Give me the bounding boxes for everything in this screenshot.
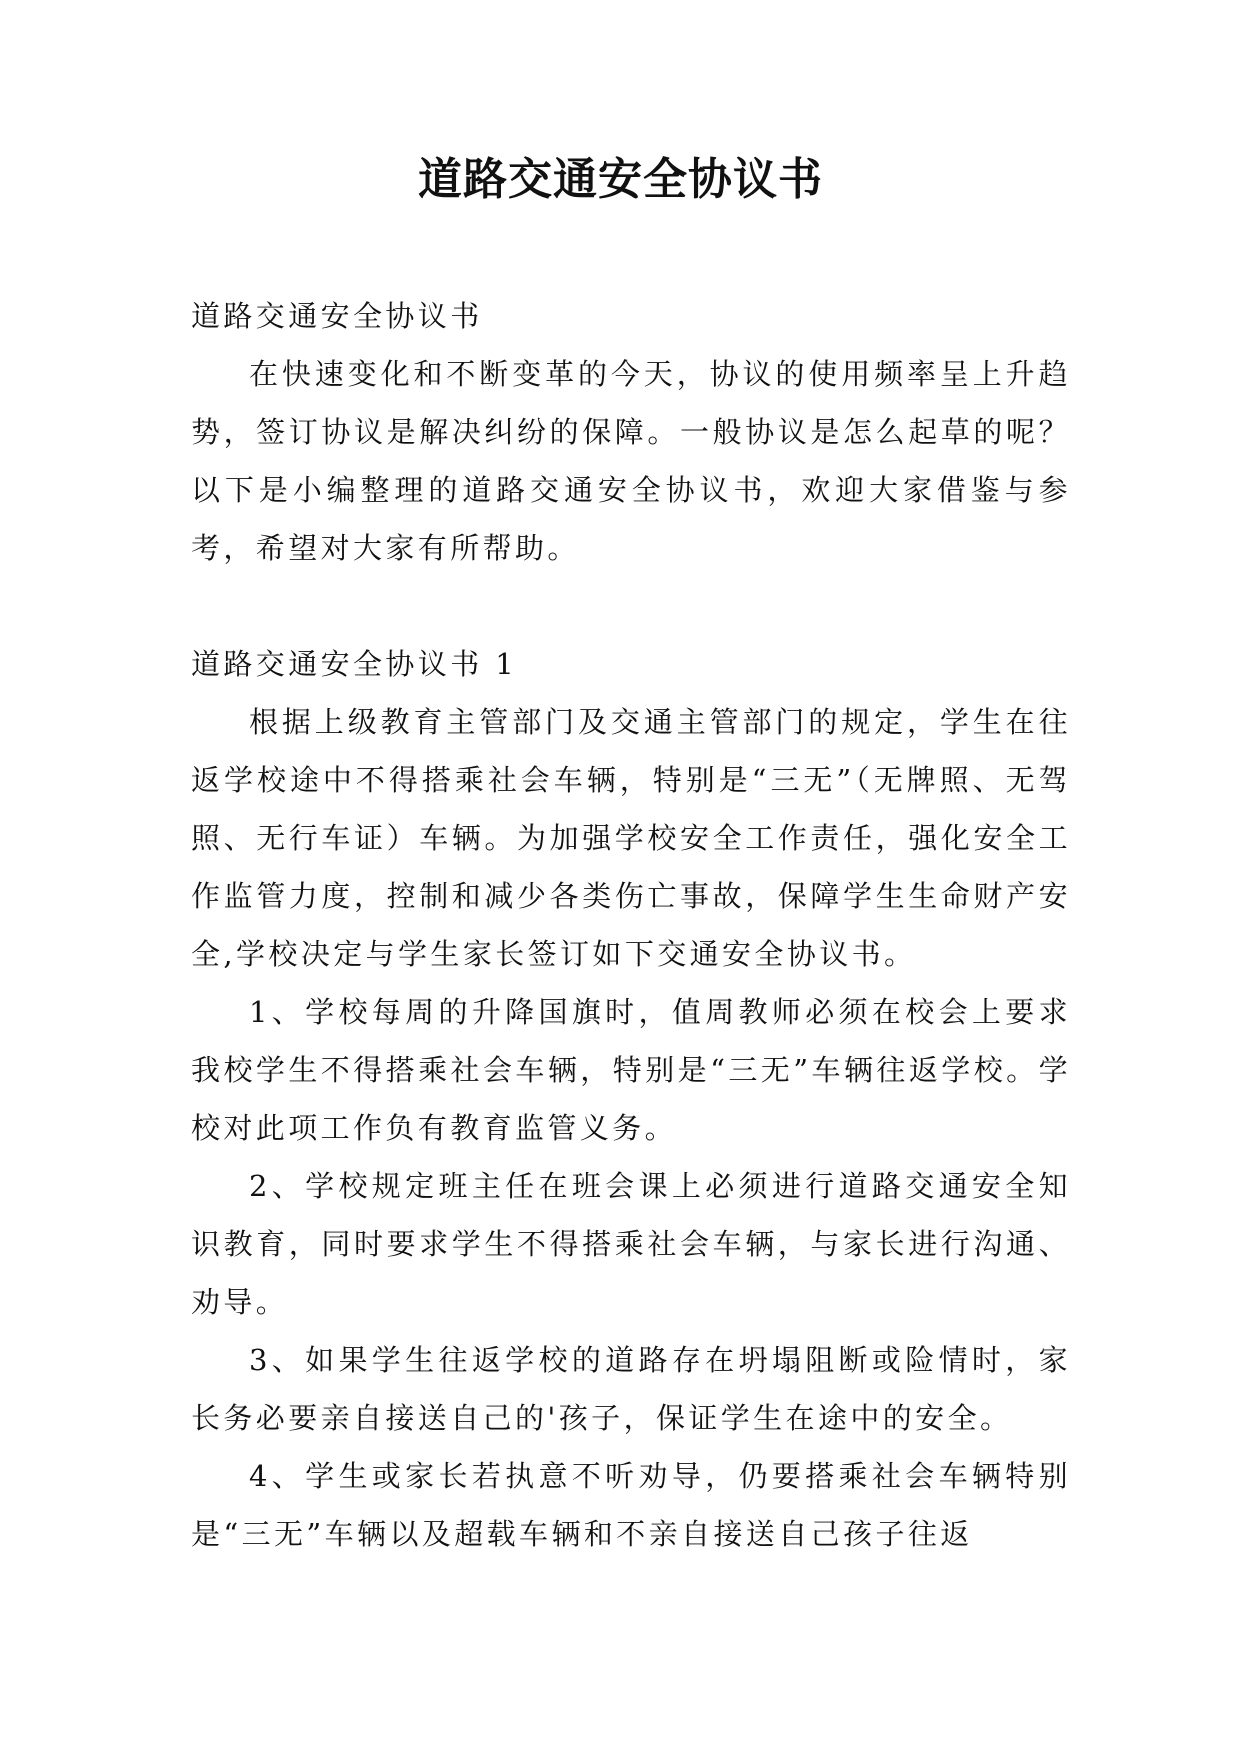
section-intro-paragraph: 根据上级教育主管部门及交通主管部门的规定，学生在往返学校途中不得搭乘社会车辆，特别是“三无”（无牌照、无驾照、无行车证）车辆。为加强学校安全工作责任，强化安全工作监管力度，控制和减少各类伤亡事故，保障学生生命财产安全,学校决定与学生家长签订如下交通安全协议书。	[191, 705, 1071, 971]
agreement-item: 2、学校规定班主任在班会课上必须进行道路交通安全知识教育，同时要求学生不得搭乘社会车辆，与家长进行沟通、劝导。	[191, 1169, 1071, 1319]
section-heading: 道路交通安全协议书 1	[191, 647, 518, 681]
document-title: 道路交通安全协议书	[418, 154, 823, 205]
document-subtitle: 道路交通安全协议书	[191, 299, 483, 333]
intro-paragraph: 在快速变化和不断变革的今天，协议的使用频率呈上升趋势，签订协议是解决纠纷的保障。一般协议是怎么起草的呢？以下是小编整理的道路交通安全协议书，欢迎大家借鉴与参考，希望对大家有所帮助。	[191, 357, 1071, 565]
agreement-item: 1、学校每周的升降国旗时，值周教师必须在校会上要求我校学生不得搭乘社会车辆，特别是“三无”车辆往返学校。学校对此项工作负有教育监管义务。	[191, 995, 1071, 1145]
agreement-item: 3、如果学生往返学校的道路存在坍塌阻断或险情时，家长务必要亲自接送自己的'孩子，保证学生在途中的安全。	[191, 1343, 1071, 1435]
paragraph-spacer	[191, 577, 1071, 635]
agreement-item: 4、学生或家长若执意不听劝导，仍要搭乘社会车辆特别是“三无”车辆以及超载车辆和不亲自接送自己孩子往返	[191, 1459, 1071, 1551]
document-body	[191, 287, 1071, 1563]
